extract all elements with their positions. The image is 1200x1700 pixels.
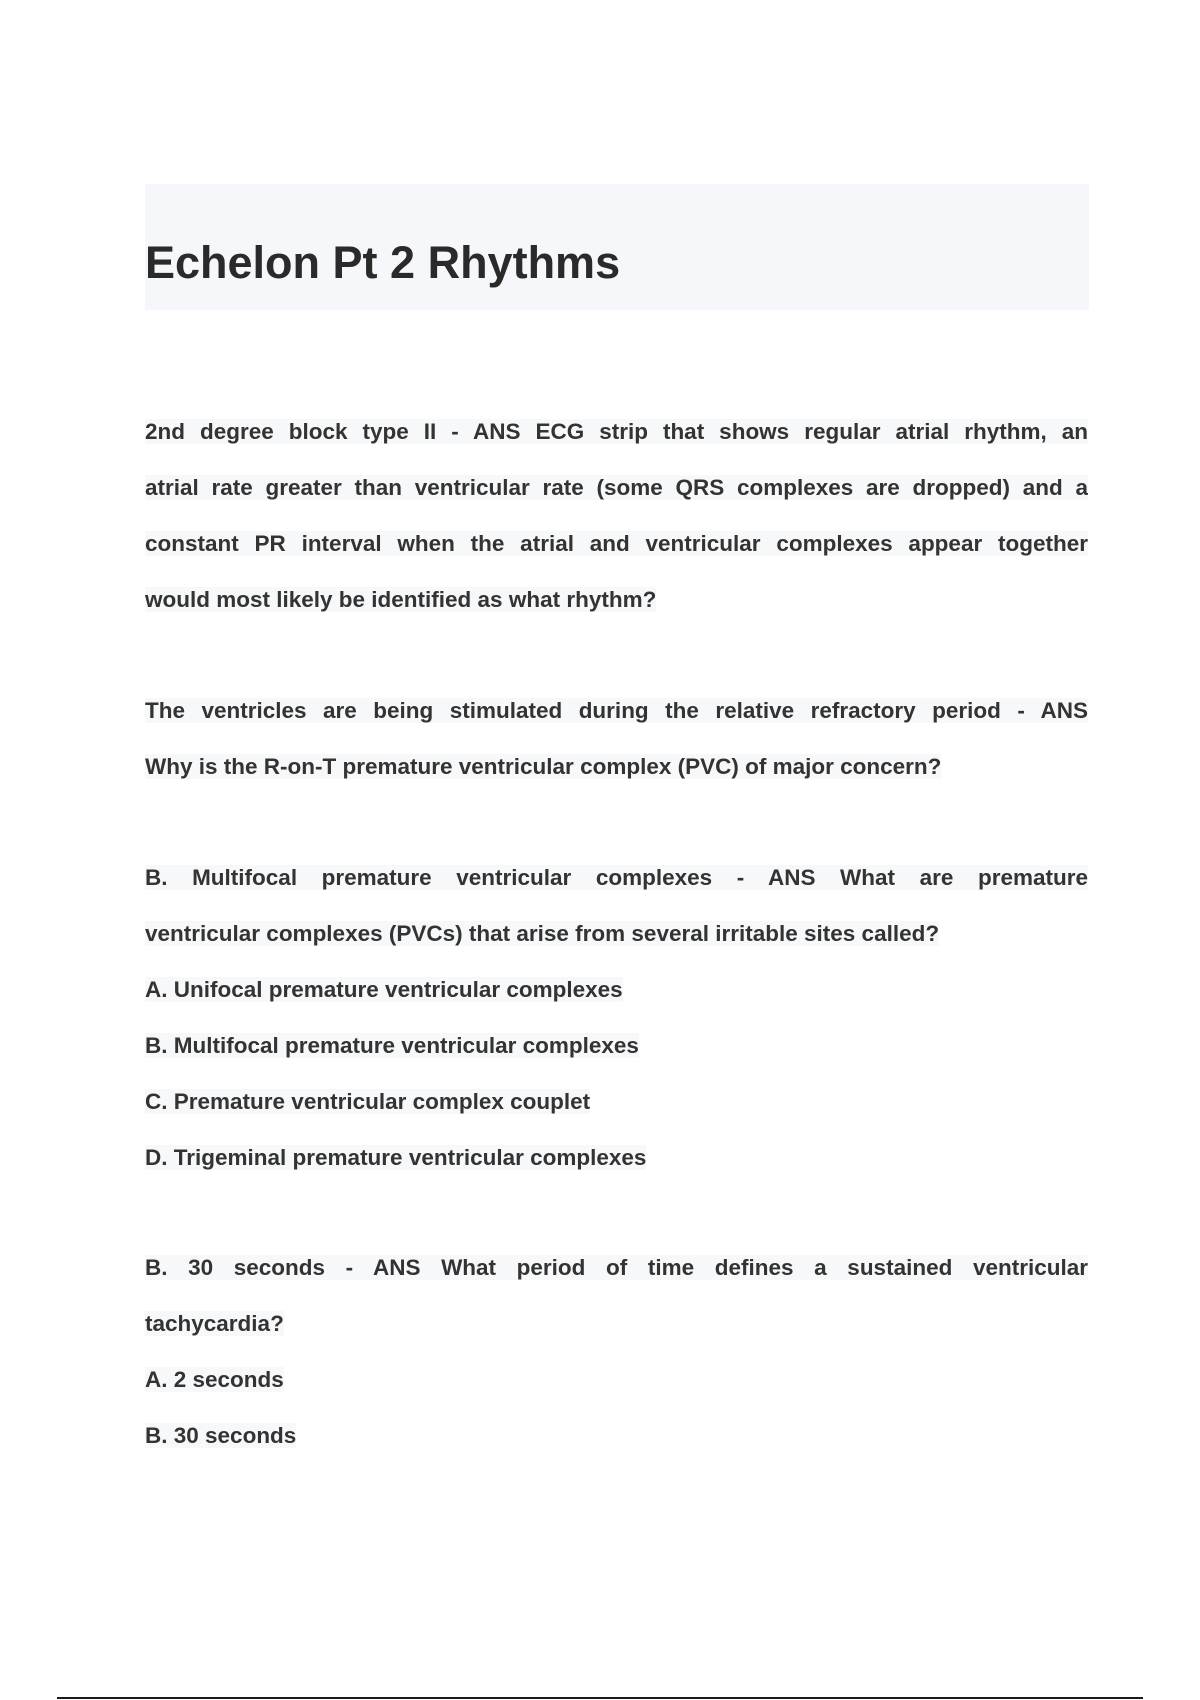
question-line: would most likely be identified as what rhythm? bbox=[145, 587, 657, 612]
question-line: constant PR interval when the atrial and ventricular complexes appear together bbox=[145, 531, 1088, 556]
question-line: Why is the R-on-T premature ventricular complex (PVC) of major concern? bbox=[145, 754, 942, 779]
question-line: atrial rate greater than ventricular rate (some QRS complexes are dropped) and a bbox=[145, 475, 1088, 500]
footer-divider bbox=[57, 1697, 1143, 1699]
answer-option: C. Premature ventricular complex couplet bbox=[145, 1089, 591, 1114]
question-line: 2nd degree block type II - ANS ECG strip that shows regular atrial rhythm, an bbox=[145, 419, 1088, 444]
qa-item-2 bbox=[145, 683, 1088, 795]
question-line: tachycardia? bbox=[145, 1311, 284, 1336]
question-line: B. Multifocal premature ventricular complexes - ANS What are premature bbox=[145, 865, 1088, 890]
answer-option: A. 2 seconds bbox=[145, 1367, 284, 1392]
qa-item-3 bbox=[145, 850, 1088, 1186]
answer-option: B. 30 seconds bbox=[145, 1423, 297, 1448]
question-line: ventricular complexes (PVCs) that arise from several irritable sites called? bbox=[145, 921, 940, 946]
answer-option: B. Multifocal premature ventricular complexes bbox=[145, 1033, 639, 1058]
question-line: The ventricles are being stimulated during the relative refractory period - ANS bbox=[145, 698, 1088, 723]
title-banner bbox=[145, 184, 1089, 310]
qa-item-1 bbox=[145, 404, 1088, 628]
answer-option: A. Unifocal premature ventricular complexes bbox=[145, 977, 623, 1002]
question-line: B. 30 seconds - ANS What period of time defines a sustained ventricular bbox=[145, 1255, 1088, 1280]
qa-item-4 bbox=[145, 1240, 1088, 1464]
page-title: Echelon Pt 2 Rhythms bbox=[145, 237, 621, 288]
answer-option: D. Trigeminal premature ventricular complexes bbox=[145, 1145, 647, 1170]
